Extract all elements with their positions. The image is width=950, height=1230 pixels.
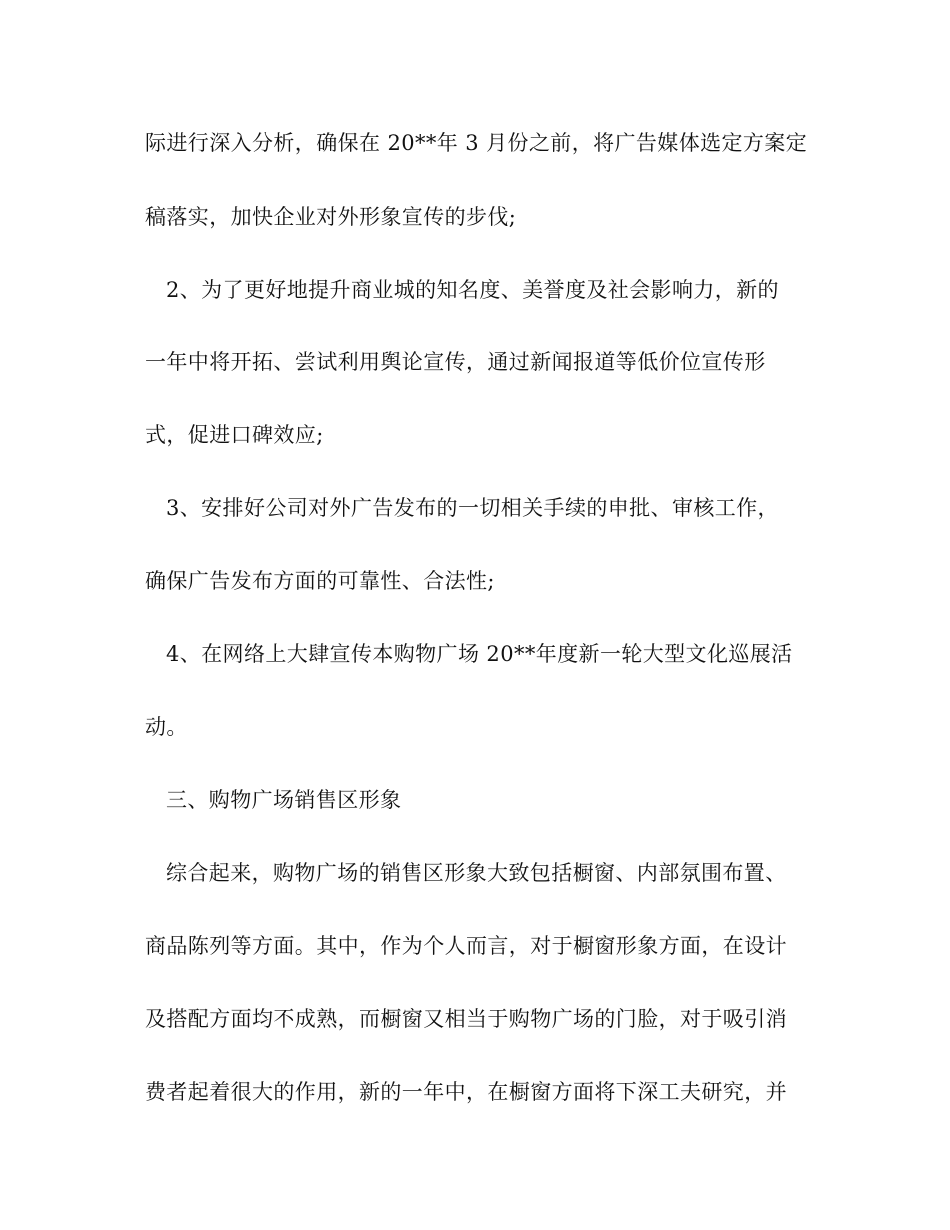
paragraph-line: 商品陈列等方面。其中，作为个人而言，对于橱窗形象方面，在设计 — [145, 934, 787, 958]
paragraph-line: 稿落实，加快企业对外形象宣传的步伐; — [145, 205, 517, 229]
paragraph-line: 4、在网络上大肆宣传本购物广场 20**年度新一轮大型文化巡展活 — [166, 642, 793, 666]
paragraph-line: 综合起来，购物广场的销售区形象大致包括橱窗、内部氛围布置、 — [166, 861, 787, 885]
paragraph-line: 2、为了更好地提升商业城的知名度、美誉度及社会影响力，新的 — [166, 278, 779, 302]
paragraph-line: 际进行深入分析，确保在 20**年 3 月份之前，将广告媒体选定方案定 — [145, 131, 808, 155]
paragraph-line: 式，促进口碑效应; — [145, 423, 324, 447]
paragraph-line: 一年中将开拓、尝试利用舆论宣传，通过新闻报道等低价位宣传形 — [145, 350, 766, 374]
paragraph-line: 费者起着很大的作用，新的一年中，在橱窗方面将下深工夫研究，并 — [145, 1080, 787, 1104]
paragraph-line: 及搭配方面均不成熟，而橱窗又相当于购物广场的门脸，对于吸引消 — [145, 1007, 787, 1031]
section-heading: 三、购物广场销售区形象 — [166, 788, 402, 812]
paragraph-line: 动。 — [145, 715, 188, 739]
paragraph-line: 确保广告发布方面的可靠性、合法性; — [145, 569, 495, 593]
paragraph-line: 3、安排好公司对外广告发布的一切相关手续的申批、审核工作， — [166, 496, 779, 520]
